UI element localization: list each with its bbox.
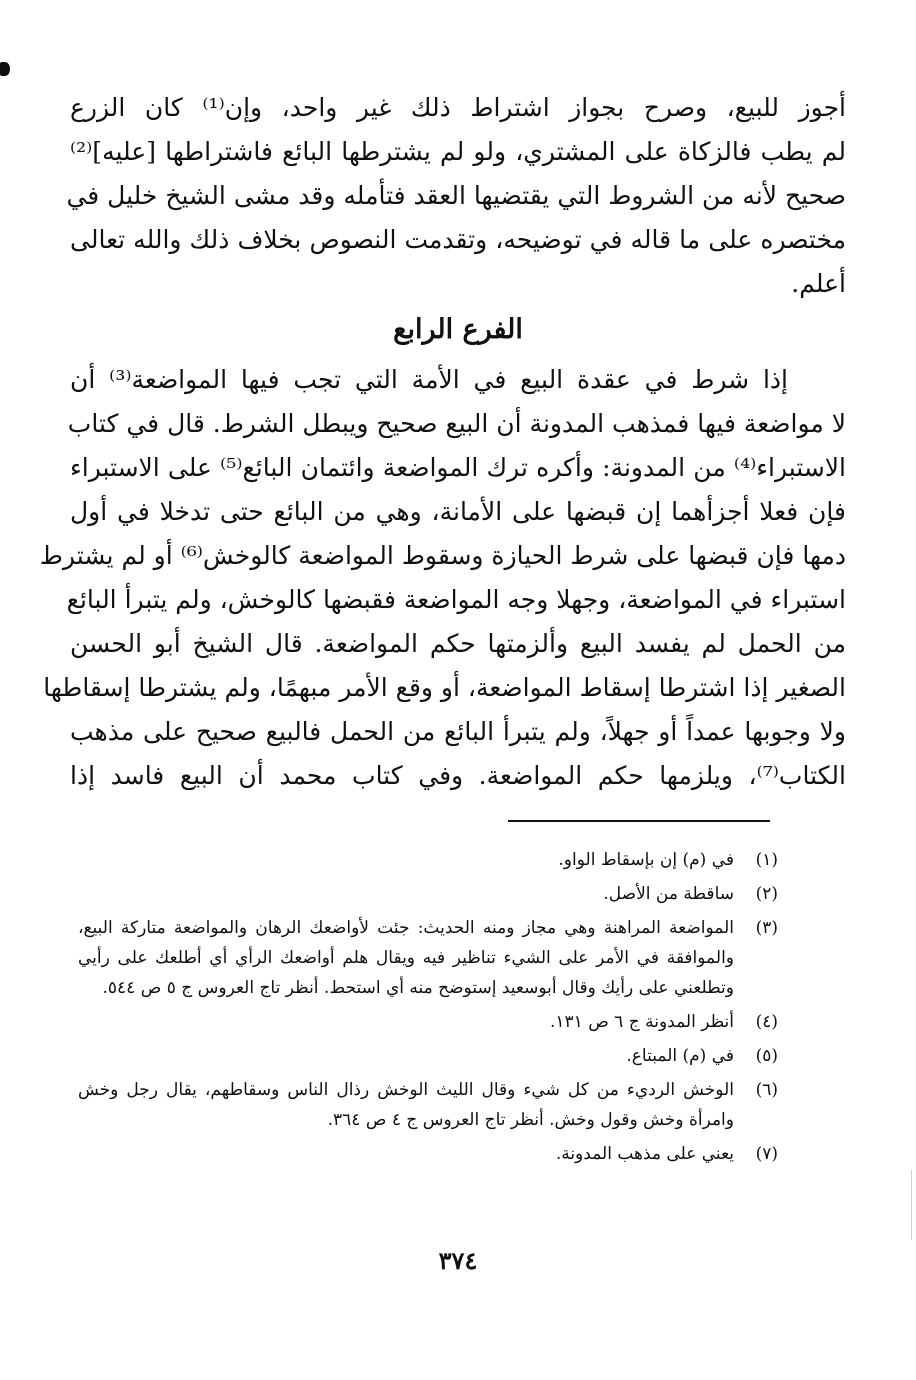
text-line: من الحمل لم يفسد البيع وألزمتها حكم المواضعة. قال الشيخ أبو الحسن (70, 629, 846, 658)
footnote (78, 1139, 778, 1169)
scan-speck (0, 62, 10, 76)
text-line: صحيح لأنه من الشروط التي يقتضيها العقد فتأمله وقد مشى الشيخ خليل في (66, 181, 846, 210)
footnote (78, 1007, 778, 1037)
footnote (78, 1041, 778, 1071)
text-line: الصغير إذا اشترطا إسقاط المواضعة، أو وقع الأمر مبهمًا، ولم يشترطا إسقاطها (43, 673, 846, 702)
text-line: الكتاب⁽⁷⁾، ويلزمها حكم المواضعة. وفي كتاب محمد أن البيع فاسد إذا (70, 761, 846, 790)
text-line: فإن فعلا أجزأهما إن قبضها على الأمانة، وهي من البائع حتى تدخلا في أول (70, 497, 846, 526)
text-line: ولا وجوبها عمداً أو جهلاً، ولم يتبرأ البائع من الحمل فالبيع صحيح على مذهب (70, 717, 846, 746)
text-line: الاستبراء⁽⁴⁾ من المدونة: وأكره ترك المواضعة وائتمان البائع⁽⁵⁾ على الاستبراء (70, 453, 846, 482)
footnote-separator (508, 820, 770, 822)
text-line: استبراء في المواضعة، وجهلا وجه المواضعة فقبضها كالوخش، ولم يتبرأ البائع (66, 585, 846, 614)
footnote-number: (٢) (755, 884, 778, 904)
text-line: إذا شرط في عقدة البيع في الأمة التي تجب فيها المواضعة⁽³⁾ أن (70, 365, 788, 394)
footnote-text: يعني على مذهب المدونة. (555, 1144, 734, 1164)
footnote (78, 879, 778, 909)
text-line: دمها فإن قبضها على شرط الحيازة وسقوط المواضعة كالوخش⁽⁶⁾ أو لم يشترط (39, 541, 846, 570)
footnotes (78, 845, 778, 1173)
page-number: ٣٧٤ (438, 1246, 478, 1275)
footnote-text: في (م) إن بإسقاط الواو. (558, 850, 734, 870)
footnote-number: (٤) (755, 1012, 778, 1032)
footnote-number: (٧) (755, 1144, 778, 1164)
paragraph-main (39, 358, 846, 798)
page-edge-mark (911, 1170, 912, 1240)
paragraph-continued (66, 86, 846, 306)
footnote (78, 913, 778, 1003)
footnote (78, 1075, 778, 1135)
footnote-number: (٦) (755, 1080, 778, 1100)
section-heading: الفرع الرابع (393, 314, 523, 345)
footnote-number: (٣) (755, 918, 778, 938)
footnote-text: المواضعة المراهنة وهي مجاز ومنه الحديث: جئت لأواضعك الرهان والمواضعة متاركة البيع، والموافقة في الأمر على الشيء تناظير فيه ويقال هلم أواضعك الرأي أي أطلعك على رأيي وتطلعني على رأيك وقال أبوسعيد إستوضح منه أي استحط. أنظر تاج العروس ج ٥ ص ٥٤٤. (78, 918, 734, 998)
footnote-text: الوخش الرديء من كل شيء وقال الليث الوخش رذال الناس وسقاطهم، يقال رجل وخش وامرأة وخش وقول وخش. أنظر تاج العروس ج ٤ ص ٣٦٤. (78, 1080, 734, 1130)
text-line: مختصره على ما قاله في توضيحه، وتقدمت النصوص بخلاف ذلك والله تعالى (70, 225, 846, 254)
text-line: لا مواضعة فيها فمذهب المدونة أن البيع صحيح ويبطل الشرط. قال في كتاب (67, 409, 846, 438)
footnote-text: أنظر المدونة ج ٦ ص ١٣١. (549, 1012, 734, 1032)
footnote-text: ساقطة من الأصل. (603, 884, 734, 904)
text-line: أجوز للبيع، وصرح بجواز اشتراط ذلك غير واحد، وإن⁽¹⁾ كان الزرع (70, 93, 846, 122)
text-line: أعلم. (791, 269, 846, 298)
text-line: لم يطب فالزكاة على المشتري، ولو لم يشترطها البائع فاشتراطها [عليه]⁽²⁾ (70, 137, 846, 166)
footnote-number: (٥) (755, 1046, 778, 1066)
footnote-text: في (م) المبتاع. (626, 1046, 734, 1066)
footnote-number: (١) (755, 850, 778, 870)
footnote (78, 845, 778, 875)
